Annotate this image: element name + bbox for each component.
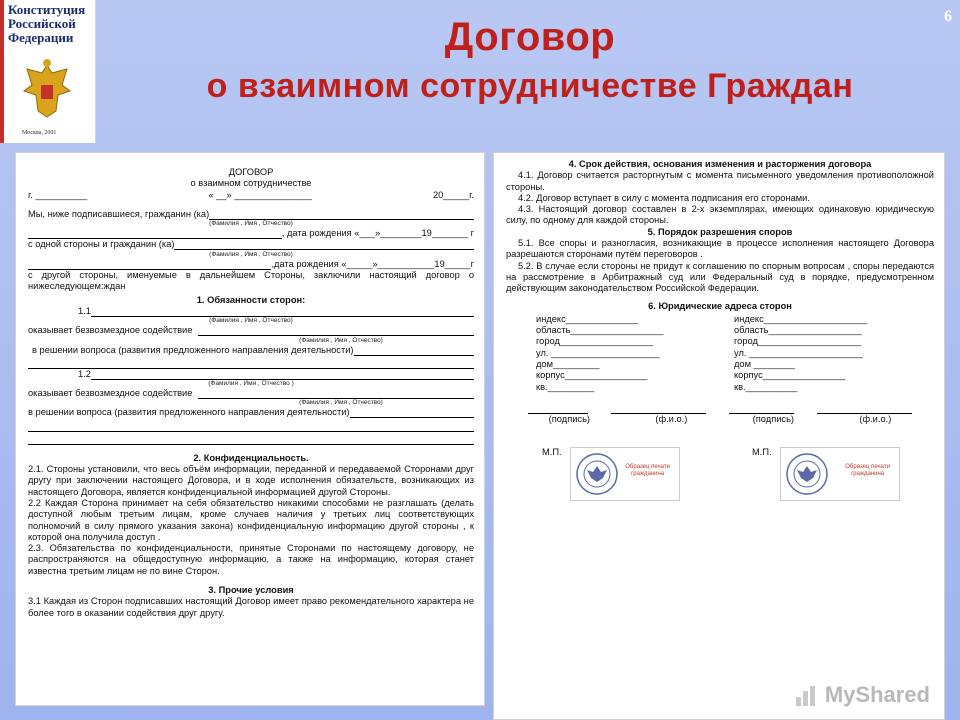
side1-line [28,239,474,250]
item-1-1 [28,306,474,317]
side2-text: с другой стороны, именуемые в дальнейшем Стороны, заключили настоящий договор о нижеследующем:ждан [28,270,474,292]
help-line-1 [28,325,474,336]
signature-lines [506,403,934,414]
address-row [506,348,934,359]
blank-line [198,325,474,336]
blank-line [91,369,474,380]
address-row [506,325,934,336]
side1-text: с одной стороны и гражданин (ка) [28,239,175,250]
parties-text: Мы, ниже подписавшиеся, гражданин (ка) [28,208,210,219]
blank-line [354,345,475,356]
address-field: индекс____________________ [734,313,868,324]
blank-line [174,239,474,250]
blank-line [28,358,474,369]
fio-caption: (ф.и.о.) [655,413,688,424]
blank-line [198,388,474,399]
address-field: область__________________ [536,325,664,336]
signature-caption: (подпись) [752,413,795,424]
address-block [506,314,934,393]
mp-label: М.П. [752,447,772,458]
fio-line [817,403,912,414]
help-text: оказывает безвозмездное содействие [28,325,193,336]
para-4-2: 4.2. Договор вступает в силу с момента подписания его сторонами. [518,192,810,203]
address-row [506,314,934,325]
address-field: город____________________ [734,336,862,347]
address-row [506,359,934,370]
address-field: дом ________ [734,359,795,370]
address-row [506,382,934,393]
seal-icon [785,452,829,496]
para-5-2: 5.2. В случае если стороны не придут к соглашению по спорным вопросам , споры передаются на рассмотрение в Арбитражный суд или Федеральный суд в порядке, предусмотренном действующим законодательством Российской Федерации. [506,260,934,294]
stamp-caption: Образец печати гражданина [625,464,670,478]
stamp-caption: Образец печати гражданина [845,464,890,478]
address-field: ул. _____________________ [536,347,660,358]
para-4-3: 4.3. Настоящий договор составлен в 2-х экземплярах, имеющих одинаковую юридическую силу, по одному для каждой стороны. [506,204,934,226]
parties-line [28,209,474,220]
para-3-1: 3.1 Каждая из Сторон подписавших настоящий Договор имеет право рекомендательного характера не более того в оказании содействия друг другу. [28,596,474,618]
help-text: оказывает безвозмездное содействие [28,388,193,399]
blank-line [209,209,474,220]
address-row [506,370,934,381]
address-field: кв._________ [536,381,595,392]
para-4-1: 4.1. Договор считается расторгнутым с момента письменного уведомления противоположной стороны. [506,170,934,192]
mp-label: М.П. [542,447,562,458]
signature-captions [506,414,934,425]
section-6-title: 6. Юридические адреса сторон [648,300,792,311]
birth-text: , дата рождения «___»________19_______ г [281,228,474,239]
stamp-block-left [542,447,752,501]
address-field: область__________________ [734,325,862,336]
item-number: 1.2 [78,368,91,379]
cover-title-line: Федерации [8,30,74,45]
fio-line [611,403,706,414]
stamp-sample [570,447,680,501]
date-line [28,190,474,201]
doc-subheading: о взаимном сотрудничестве [190,178,312,189]
help-line-2 [28,388,474,399]
cover-title-line: Конституция [8,2,86,17]
decide-line-2 [28,407,474,418]
slide-title-line1: Договор [444,15,616,59]
para-2-2: 2.2 Каждая Сторона принимает на себя обязательство никакими способами не разглашать (делать доступной любым третьим лицам, кроме случаев наличия у третьих лиц соответствующих полномочий в силу прямого указания закона) конфиденциальную информацию другой стороны , к которой она получила доступ . [28,497,474,542]
blank-line [28,259,271,270]
watermark-logo-icon [793,683,819,709]
signature-line [528,403,588,414]
blank-line [28,421,474,432]
fio-caption: (ф.и.о.) [859,413,892,424]
section-5-title: 5. Порядок разрешения споров [647,226,793,237]
city-field: г. __________ [28,189,88,200]
cover-footer: Москва, 2001 [22,130,57,136]
slide-number: 6 [944,8,952,25]
fio-hint: (Фамилия , Имя , Отчество) [209,317,293,325]
birth-text: ,дата рождения «_____»___________19_____г [271,258,474,269]
fio-hint: (Фамилия , Имя , Отчество) [209,250,293,258]
para-2-1: 2.1. Стороны установили, что весь объём информации, переданной и передаваемой Сторонами друг другу при заключении настоящего Договора, и в ходе исполнения обязательств, возникающих из настоящего Договора, является конфиденциальной информацией другой Стороны. [28,464,474,497]
fio-hint: (Фамилия , Имя , Отчество) [299,399,383,407]
birth-line-2 [28,259,474,270]
cover-red-stripe [0,0,4,143]
stamp-sample [780,447,900,501]
section-4-title: 4. Срок действия, основания изменения и расторжения договора [568,159,872,169]
stamp-block-right [752,447,900,501]
constitution-cover [0,0,96,143]
address-field: кв.__________ [734,381,798,392]
signature-caption: (подпись) [548,413,591,424]
para-5-1: 5.1. Все споры и разногласия, возникающие в процессе исполнения настоящего Договора разрешаются сторонами путём переговоров . [506,238,934,260]
contract-page-right [493,152,945,720]
coat-of-arms-icon [22,55,72,125]
address-field: город__________________ [536,336,653,347]
contract-page-left [15,152,485,706]
item-number: 1.1 [78,305,91,316]
blank-line [28,228,282,239]
watermark [793,683,930,709]
address-field: ул. ______________________ [734,347,863,358]
item-1-2 [28,369,474,380]
decide-text: в решении вопроса (развития предложенного направления деятельности) [32,344,354,355]
day-field: « __» _______________ [208,189,312,200]
section-1-title: 1. Обязанности сторон: [196,294,306,305]
fio-hint: (Фамилия , Имя , Отчество) [209,220,293,228]
cover-title [8,3,90,45]
section-3-title: 3. Прочие условия [208,585,294,596]
slide-title-line2: о взаимном сотрудничестве Граждан [206,67,854,105]
blank-line [91,306,474,317]
address-row [506,336,934,347]
decide-text: в решении вопроса (развития предложенного направления деятельности) [28,407,350,418]
blank-line [28,434,474,445]
address-field: корпус________________ [536,370,648,381]
birth-line-1 [28,228,474,239]
seal-icon [575,452,619,496]
para-2-3: 2.3. Обязательства по конфиденциальности, принятые Сторонами по настоящему договору, не распространяются на общедоступную информацию, а также на информацию, которая станет известна третьим лицам не по вине Сторон. [28,543,474,576]
decide-line-1 [28,345,474,356]
address-field: корпус________________ [734,370,846,381]
section-2-title: 2. Конфиденциальность. [193,452,309,463]
blank-line [350,407,475,418]
signature-line [729,403,794,414]
cover-title-line: Российской [8,16,76,31]
fio-hint: (Фамилия , Имя , Отчество ) [208,380,294,388]
year-field: 20_____г. [432,189,474,200]
doc-heading: ДОГОВОР [228,167,274,177]
watermark-text: MyShared [824,681,930,707]
address-field: дом_________ [536,359,600,370]
address-field: индекс______________ [536,313,639,324]
stamp-row [506,439,934,501]
fio-hint: (Фамилия , Имя , Отчество) [299,336,383,344]
